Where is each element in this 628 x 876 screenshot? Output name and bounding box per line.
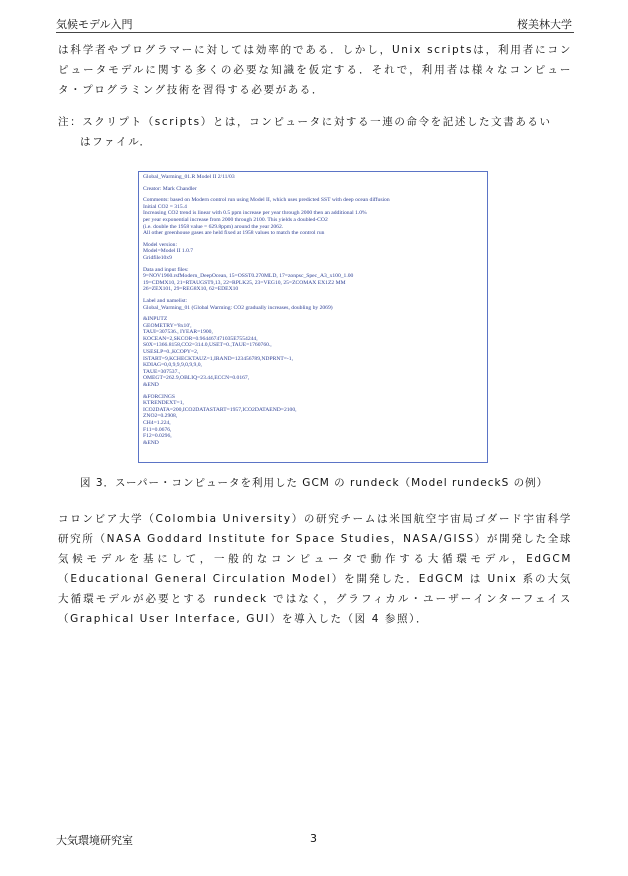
code-line: KDIAG=0,0,9,9,9,0,9,9,0, <box>143 362 202 369</box>
code-line: Data and input files: <box>143 266 189 273</box>
code-line: &END <box>143 439 159 446</box>
code-line: 26=ZEX101, 29=REG8X10, 62=EDEX10 <box>143 286 239 293</box>
code-line: Label and namelist: <box>143 297 188 304</box>
code-line: OMEGT=262.9,OBLIQ=23.44,ECCN=0.0167, <box>143 375 250 382</box>
code-line: ICO2DATA=200,ICO2DATASTART=1957,ICO2DATAEND=2100, <box>143 406 297 413</box>
code-line: KTRENDEXT=1, <box>143 400 184 407</box>
code-line: F12=0.0296, <box>143 433 172 440</box>
figure-caption: 図 3．スーパー・コンピュータを利用した GCM の rundeck（Model rundeckS の例） <box>80 477 549 489</box>
paragraph-2: コロンビア大学（Colombia University）の研究チームは米国航空宇宙局ゴダード宇宙科学研究所（NASA Goddard Institute for Space Studies，NASA/GISS）が開発した全球気候モデルを基にして，一般的なコンピュータで動作する大循環モデル，EdGCM（Educational General Circulation Model）を開発した．EdGCM は Unix 系の大気大循環モデルが必要とする rundeck ではなく，グラフィカル・ユーザーインターフェイス（Graphical User Interface, GUI）を導入した（図 4 参照）． <box>58 513 572 625</box>
code-line: Model version: <box>143 241 178 248</box>
code-line: Creator: Mark Chandler <box>143 185 197 192</box>
header-divider <box>56 32 574 33</box>
code-line: All other greenhouse gases are held fixed at 1958 values to match the control run <box>143 230 325 237</box>
footer-lab-name: 大気環境研究室 <box>56 834 133 847</box>
note <box>58 112 572 152</box>
code-line: CH4=1.224, <box>143 420 171 426</box>
code-line: TAUI=307536., IYEAR=1900, <box>143 329 213 336</box>
note-line-1: 注：スクリプト（scripts）とは，コンピュータに対する一連の命令を記述した文書あるい <box>58 116 552 128</box>
code-line: 19=CDMX10, 21=RTAUGST9,13, 22=RPLK25, 23=VEG10, 25=ZCOMAX EX1Z2 MM <box>143 279 346 286</box>
code-line: per year exponential increase from 2000 through 2100. This yields a doubled-CO2 <box>143 216 328 223</box>
code-line: Gridfile10x9 <box>143 254 172 261</box>
code-line: TAUE=307537., <box>143 368 181 375</box>
code-line: S0X=1366.8158,CO2=314.0,USET=0.,TAUE=1760760., <box>143 342 272 349</box>
code-line: Initial CO2 = 315.4 <box>143 203 187 210</box>
code-line: 9=NOV1960.rsfModern_DeepOcean, 15=OSST0.270MLD, 17=zonpsc_Spec_A3_x100_1.00 <box>143 273 354 280</box>
code-line: F11=0.0676, <box>143 426 172 433</box>
code-line: USESLP=0.,KCOPY=2, <box>143 349 199 356</box>
rundeck-code-listing <box>143 174 483 446</box>
code-line: Global_Warming_01.R Model II 2/11/03 <box>143 174 235 180</box>
code-line: (i.e. double the 1958 value = 629.8ppm) around the year 2062. <box>143 223 284 230</box>
code-line: ISTART=9,KCHECKTAUZ=1,IRAND=123456789,NDPRNT=-1, <box>143 355 293 362</box>
header-university: 桜美林大学 <box>517 18 572 31</box>
code-line: Comments: based on Modern control run using Model II, which uses predicted SST with deep ocean diffusion <box>143 197 390 204</box>
code-line: ZNO2=0.2908, <box>143 413 178 420</box>
code-line: Model=Model II 1.0.7 <box>143 248 194 255</box>
code-line: Global_Warming_01 (Global Warming: CO2 gradually increases, doubling by 2069) <box>143 304 333 311</box>
note-line-2: はファイル． <box>80 136 152 148</box>
code-line: &END <box>143 382 159 389</box>
figure-rundeck-box <box>138 171 488 463</box>
code-line: Increasing CO2 trend is linear with 0.5 ppm increase per year through 2000 then an additional 1.0% <box>143 210 367 217</box>
code-line: GEOMETRY='8x10', <box>143 322 192 329</box>
code-line: &FORCINGS <box>143 393 176 400</box>
paragraph-1: は科学者やプログラマーに対しては効率的である．しかし，Unix scriptsは，利用者にコンピュータモデルに関する多くの必要な知識を仮定する．それで，利用者は様々なコンピュータ・プログラミング技術を習得する必要がある． <box>58 44 572 96</box>
code-line: KOCEAN=2,SKCOR=0.964467471035E7554244, <box>143 335 258 342</box>
header-course-title: 気候モデル入門 <box>56 18 133 31</box>
code-line: &INPUTZ <box>143 316 168 323</box>
page-number: 3 <box>310 832 317 845</box>
